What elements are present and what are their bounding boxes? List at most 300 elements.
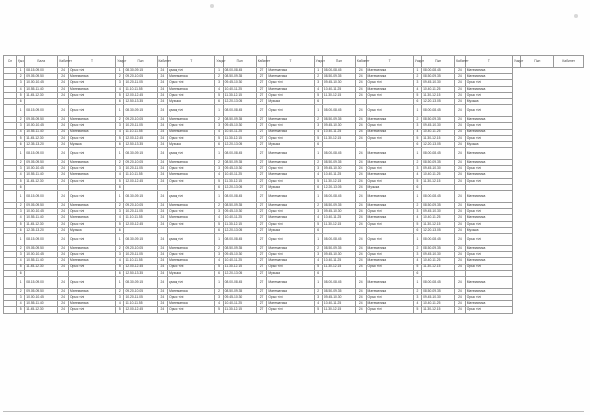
table-cell: 24	[58, 191, 69, 203]
scan-marks	[0, 0, 590, 12]
table-cell: 24	[157, 178, 168, 184]
table-cell: 12.20-13.05	[223, 184, 256, 190]
table-cell: 27	[256, 68, 267, 74]
table-cell: 24	[355, 160, 366, 166]
table-cell: 1	[314, 233, 322, 245]
table-cell: 2	[215, 160, 223, 166]
table-cell: 6	[116, 184, 124, 190]
table-cell: 5	[116, 221, 124, 227]
table-cell: 24	[58, 148, 69, 160]
table-cell: Орыс тілі	[366, 80, 413, 86]
table-cell: Орыс тілі	[366, 166, 413, 172]
table-cell: Математика	[267, 68, 314, 74]
table-cell: 24	[58, 221, 69, 227]
table-cell: 24	[355, 301, 366, 307]
table-cell: 4	[16, 301, 24, 307]
table-cell: 2	[116, 160, 124, 166]
table-cell: 6	[16, 184, 24, 190]
table-cell: 1	[413, 233, 421, 245]
table-cell: 4	[413, 129, 421, 135]
table-cell: 11.30-12.15	[322, 178, 355, 184]
table-cell: Математика	[465, 172, 512, 178]
table-cell: 2	[413, 203, 421, 209]
table-cell: 12.20-13.05	[223, 141, 256, 147]
table-cell: 24	[355, 209, 366, 215]
table-cell: Орыс тілі	[267, 135, 314, 141]
table-cell: 24	[157, 98, 168, 104]
table-cell: 3	[314, 166, 322, 172]
table-cell: 5	[116, 178, 124, 184]
table-cell: 24	[157, 288, 168, 294]
table-cell: 12.20-13.05	[422, 227, 455, 233]
table-cell: Математика	[267, 203, 314, 209]
table-cell: 24	[455, 123, 466, 129]
table-cell: 11.30-12.15	[422, 307, 455, 313]
table-cell: Математика	[267, 276, 314, 288]
table-cell: 09.05-09.50	[25, 117, 58, 123]
table-cell: 2	[16, 160, 24, 166]
table-cell: 24	[455, 135, 466, 141]
table-cell: 27	[256, 270, 267, 276]
table-cell: 5	[314, 178, 322, 184]
table-cell: 12.00-12.45	[124, 221, 157, 227]
table-cell: 24	[355, 178, 366, 184]
table-cell: 24	[157, 295, 168, 301]
table-cell: 2	[314, 203, 322, 209]
table-cell	[4, 148, 17, 160]
table-cell: 11.45-12.30	[25, 307, 58, 313]
table-cell: 2	[16, 245, 24, 251]
table-cell: 27	[256, 227, 267, 233]
table-cell: 24	[157, 203, 168, 209]
table-cell: 3	[16, 166, 24, 172]
table-cell: 5	[16, 264, 24, 270]
table-cell: 09.45-10.30	[223, 166, 256, 172]
timetable-body	[4, 68, 584, 314]
table-cell: Орыс тілі	[465, 92, 512, 98]
table-cell: 10.40-11.25	[223, 172, 256, 178]
header-row	[4, 56, 584, 68]
table-cell: 11.30-12.15	[422, 92, 455, 98]
table-cell: 24	[455, 86, 466, 92]
table-cell: Орыс тілі	[366, 105, 413, 117]
table-cell: 24	[157, 92, 168, 98]
table-cell: Математика	[168, 258, 215, 264]
table-cell: 4	[413, 172, 421, 178]
table-cell: 24	[157, 141, 168, 147]
table-cell: 5	[116, 307, 124, 313]
table-cell: Математика	[366, 160, 413, 166]
table-cell: 24	[355, 123, 366, 129]
table-cell: Математика	[68, 301, 115, 307]
table-cell: Музыка	[168, 98, 215, 104]
table-cell: 3	[215, 295, 223, 301]
table-cell: Орыс тілі	[267, 123, 314, 129]
table-cell: 08.00-08.45	[223, 276, 256, 288]
table-cell: 10.20-11.05	[124, 166, 157, 172]
scan-dot	[210, 4, 214, 8]
table-cell: 1	[116, 148, 124, 160]
table-cell: 24	[58, 92, 69, 98]
table-cell: 3	[215, 166, 223, 172]
table-cell: 24	[58, 307, 69, 313]
table-cell: 24	[157, 252, 168, 258]
table-cell: 3	[116, 80, 124, 86]
table-cell: 5	[215, 92, 223, 98]
table-cell: Математика	[267, 148, 314, 160]
table-cell: 1	[116, 68, 124, 74]
table-cell: 24	[355, 166, 366, 172]
header-cell: Кабинет	[455, 56, 466, 68]
table-cell: 24	[58, 86, 69, 92]
table-cell: 24	[58, 203, 69, 209]
table-cell: 11.45-12.30	[25, 264, 58, 270]
table-cell: Математика	[465, 276, 512, 288]
table-cell: 09.20-10.05	[124, 245, 157, 251]
table-cell: Математика	[168, 203, 215, 209]
table-cell: 11.30-12.15	[223, 135, 256, 141]
table-cell: Орыс тілі	[465, 252, 512, 258]
table-cell: 10.20-11.05	[124, 209, 157, 215]
table-cell: 24	[355, 148, 366, 160]
table-cell: 08.00-08.45	[422, 276, 455, 288]
table-cell: 09.45-10.30	[223, 123, 256, 129]
table-cell: Математика	[68, 86, 115, 92]
table-cell: 27	[256, 209, 267, 215]
table-cell: 24	[355, 264, 366, 270]
table-cell: 24	[58, 258, 69, 264]
table-cell	[4, 105, 17, 117]
table-cell: 5	[413, 135, 421, 141]
table-cell: 24	[455, 301, 466, 307]
table-cell: Математика	[267, 129, 314, 135]
table-cell: Математика	[168, 245, 215, 251]
table-cell: 5	[314, 264, 322, 270]
table-cell: 24	[157, 80, 168, 86]
table-cell: 4	[16, 258, 24, 264]
table-cell: Математика	[366, 74, 413, 80]
table-cell: 2	[16, 288, 24, 294]
table-cell: 08.30-09.15	[124, 105, 157, 117]
table-cell: Музыка	[267, 270, 314, 276]
table-cell: 24	[355, 191, 366, 203]
table-cell: Математика	[68, 245, 115, 251]
table-cell: 27	[256, 233, 267, 245]
table-cell: Орыс тілі	[366, 92, 413, 98]
table-cell: 4	[215, 86, 223, 92]
table-cell: 27	[256, 74, 267, 80]
table-cell: 27	[256, 184, 267, 190]
table-cell: 11.10-11.55	[124, 129, 157, 135]
table-cell: 6	[116, 141, 124, 147]
table-cell: 1	[116, 191, 124, 203]
table-cell: 08.30-09.15	[124, 276, 157, 288]
table-cell: 11.30-12.15	[422, 264, 455, 270]
table-cell: 11.10-11.55	[124, 172, 157, 178]
table-cell: 24	[58, 129, 69, 135]
table-cell: 11.30-12.15	[223, 92, 256, 98]
table-cell: 3	[413, 252, 421, 258]
table-cell: Орыс тілі	[267, 209, 314, 215]
table-row	[4, 191, 584, 203]
table-cell: 5	[314, 135, 322, 141]
table-cell: 09.05-09.50	[25, 245, 58, 251]
table-cell: 1	[314, 148, 322, 160]
table-cell: 2	[16, 203, 24, 209]
table-cell: 24	[157, 172, 168, 178]
table-cell: 1	[16, 191, 24, 203]
table-cell: 10.20-11.05	[124, 80, 157, 86]
table-cell: 24	[157, 68, 168, 74]
table-cell: 24	[455, 191, 466, 203]
table-cell: 4	[116, 86, 124, 92]
table-cell: Математика	[465, 86, 512, 92]
table-cell: 08.30-09.15	[124, 191, 157, 203]
table-cell: Орыс тілі	[68, 92, 115, 98]
table-cell: Математика	[267, 191, 314, 203]
table-cell: Орыс тілі	[465, 221, 512, 227]
table-cell: 12.20-13.05	[223, 98, 256, 104]
table-cell: 12.00-12.45	[124, 178, 157, 184]
table-cell: 6	[215, 184, 223, 190]
table-cell: қазақ тілі	[168, 233, 215, 245]
table-cell: Математика	[465, 191, 512, 203]
table-cell: Орыс тілі	[366, 252, 413, 258]
table-cell: 6	[314, 227, 322, 233]
table-cell: 11.10-11.55	[124, 258, 157, 264]
table-cell: 24	[455, 80, 466, 86]
table-cell: Орыс тілі	[68, 209, 115, 215]
table-cell: 4	[116, 215, 124, 221]
header-cell: Уақыт	[513, 56, 521, 68]
table-cell: 09.45-10.30	[422, 80, 455, 86]
table-cell: Математика	[267, 258, 314, 264]
table-cell: Орыс тілі	[465, 105, 512, 117]
header-cell: Кабинет	[355, 56, 366, 68]
table-cell: 27	[256, 129, 267, 135]
table-cell: 24	[58, 160, 69, 166]
table-cell: 24	[157, 160, 168, 166]
table-cell: 4	[314, 86, 322, 92]
table-cell: 24	[455, 252, 466, 258]
table-cell: Математика	[68, 129, 115, 135]
table-cell: Орыс тілі	[168, 123, 215, 129]
table-cell: 10.00-10.45	[25, 252, 58, 258]
table-cell: Математика	[366, 245, 413, 251]
table-cell: Математика	[465, 148, 512, 160]
table-cell: 2	[16, 117, 24, 123]
table-cell: 08.15-09.00	[25, 105, 58, 117]
table-cell: 24	[355, 92, 366, 98]
table-cell: 3	[116, 123, 124, 129]
table-cell: 10.40-11.25	[322, 129, 355, 135]
table-cell: 09.05-09.50	[25, 74, 58, 80]
table-cell: 24	[455, 215, 466, 221]
table-cell: 24	[157, 105, 168, 117]
table-cell: Орыс тілі	[267, 80, 314, 86]
table-cell: 24	[157, 209, 168, 215]
table-cell: 09.45-10.30	[223, 80, 256, 86]
table-cell: 3	[116, 209, 124, 215]
table-cell: 24	[157, 74, 168, 80]
table-cell: Математика	[366, 215, 413, 221]
table-cell: 1	[215, 148, 223, 160]
table-cell: 27	[256, 123, 267, 129]
table-cell: Орыс тілі	[168, 307, 215, 313]
header-cell: Сн	[4, 56, 17, 68]
table-cell: Математика	[366, 203, 413, 209]
table-cell: 6	[16, 98, 24, 104]
table-cell: 24	[455, 74, 466, 80]
table-cell: 08.00-08.45	[422, 68, 455, 74]
table-cell: 09.20-10.05	[124, 117, 157, 123]
table-cell: 3	[16, 295, 24, 301]
table-cell: 5	[215, 135, 223, 141]
table-cell: 24	[355, 295, 366, 301]
table-cell: Математика	[366, 288, 413, 294]
table-cell: 08.00-08.45	[223, 148, 256, 160]
table-cell: Математика	[366, 129, 413, 135]
table-cell: 24	[58, 227, 69, 233]
table-cell: Орыс тілі	[267, 295, 314, 301]
table-cell: 08.00-08.45	[223, 68, 256, 74]
table-cell: Орыс тілі	[168, 221, 215, 227]
table-cell: 12.20-13.05	[422, 98, 455, 104]
table-cell: 24	[455, 227, 466, 233]
table-cell: Орыс тілі	[267, 307, 314, 313]
table-cell: 1	[215, 191, 223, 203]
table-cell: 12.20-13.05	[223, 270, 256, 276]
table-cell: 1	[413, 276, 421, 288]
table-cell: 10.40-11.25	[422, 258, 455, 264]
table-cell: 08.50-09.35	[322, 203, 355, 209]
table-cell: 2	[116, 288, 124, 294]
table-cell: 11.30-12.15	[223, 178, 256, 184]
table-cell	[4, 233, 17, 245]
table-cell: 4	[116, 129, 124, 135]
table-cell: 08.00-08.45	[322, 105, 355, 117]
table-cell: 4	[314, 258, 322, 264]
table-cell: Орыс тілі	[68, 105, 115, 117]
table-cell: Орыс тілі	[68, 252, 115, 258]
table-cell: 3	[413, 166, 421, 172]
table-row	[4, 105, 584, 117]
table-cell: 24	[157, 307, 168, 313]
table-cell: Орыс тілі	[68, 233, 115, 245]
table-cell: 5	[413, 92, 421, 98]
table-cell: 1	[215, 276, 223, 288]
table-cell: Музыка	[465, 141, 512, 147]
table-cell: 24	[455, 203, 466, 209]
table-cell: 2	[215, 203, 223, 209]
table-cell: 24	[455, 148, 466, 160]
header-cell: Кабинет	[58, 56, 69, 68]
table-cell: 24	[455, 307, 466, 313]
table-cell: 10.40-11.25	[223, 215, 256, 221]
table-cell: 10.55-11.40	[25, 172, 58, 178]
table-cell: 5	[215, 178, 223, 184]
table-cell: 5	[16, 178, 24, 184]
table-cell: 24	[157, 276, 168, 288]
table-cell: 4	[314, 301, 322, 307]
table-cell: Орыс тілі	[168, 178, 215, 184]
table-cell: 11.30-12.15	[422, 221, 455, 227]
table-cell: Музыка	[366, 184, 413, 190]
table-cell: 2	[314, 160, 322, 166]
table-cell: 24	[355, 276, 366, 288]
table-cell: Математика	[267, 74, 314, 80]
table-cell: қазақ тілі	[168, 276, 215, 288]
table-cell: Математика	[366, 117, 413, 123]
table-cell: 24	[455, 166, 466, 172]
table-cell: 3	[413, 295, 421, 301]
table-cell: 11.45-12.30	[25, 92, 58, 98]
table-cell: 2	[116, 74, 124, 80]
table-cell: 09.45-10.30	[322, 123, 355, 129]
table-cell: 24	[455, 68, 466, 74]
table-cell: Орыс тілі	[68, 123, 115, 129]
header-cell: Уақыт	[413, 56, 421, 68]
table-cell: 6	[116, 270, 124, 276]
table-cell: 3	[16, 80, 24, 86]
table-cell: 08.50-09.35	[322, 288, 355, 294]
table-cell: 6	[413, 227, 421, 233]
table-cell: Математика	[366, 276, 413, 288]
table-cell: 10.00-10.45	[25, 209, 58, 215]
table-cell: 08.50-09.35	[422, 288, 455, 294]
table-cell: 27	[256, 295, 267, 301]
header-cell: Пән	[223, 56, 256, 68]
table-cell: 24	[58, 74, 69, 80]
table-cell: Орыс тілі	[465, 295, 512, 301]
table-cell: Математика	[465, 129, 512, 135]
table-cell: 10.40-11.25	[422, 172, 455, 178]
table-cell: 5	[314, 307, 322, 313]
table-cell: Орыс тілі	[68, 166, 115, 172]
table-cell: Орыс тілі	[465, 135, 512, 141]
table-cell: Математика	[366, 148, 413, 160]
table-cell: Математика	[168, 129, 215, 135]
table-cell: 4	[413, 86, 421, 92]
table-cell: 1	[215, 68, 223, 74]
table-cell: 24	[58, 245, 69, 251]
table-cell: Орыс тілі	[366, 233, 413, 245]
table-cell: 24	[455, 233, 466, 245]
table-cell: 3	[314, 80, 322, 86]
table-cell: 24	[58, 301, 69, 307]
table-cell: 24	[355, 288, 366, 294]
table-cell: Орыс тілі	[168, 92, 215, 98]
table-cell: 24	[355, 258, 366, 264]
table-cell: 27	[256, 301, 267, 307]
table-cell: 08.00-08.45	[322, 276, 355, 288]
table-cell: 10.00-10.45	[25, 80, 58, 86]
table-cell: 5	[314, 221, 322, 227]
table-cell: Орыс тілі	[465, 264, 512, 270]
table-cell: 11.30-12.15	[322, 135, 355, 141]
table-cell: 1	[16, 276, 24, 288]
table-cell: 24	[58, 105, 69, 117]
table-cell: 24	[355, 233, 366, 245]
table-cell: 6	[413, 270, 421, 276]
table-cell: Орыс тілі	[465, 166, 512, 172]
table-cell: 6	[215, 141, 223, 147]
table-cell: 5	[215, 307, 223, 313]
table-cell: қазақ тілі	[168, 68, 215, 74]
table-cell: 27	[256, 135, 267, 141]
table-cell	[4, 191, 17, 203]
table-cell: 1	[116, 105, 124, 117]
